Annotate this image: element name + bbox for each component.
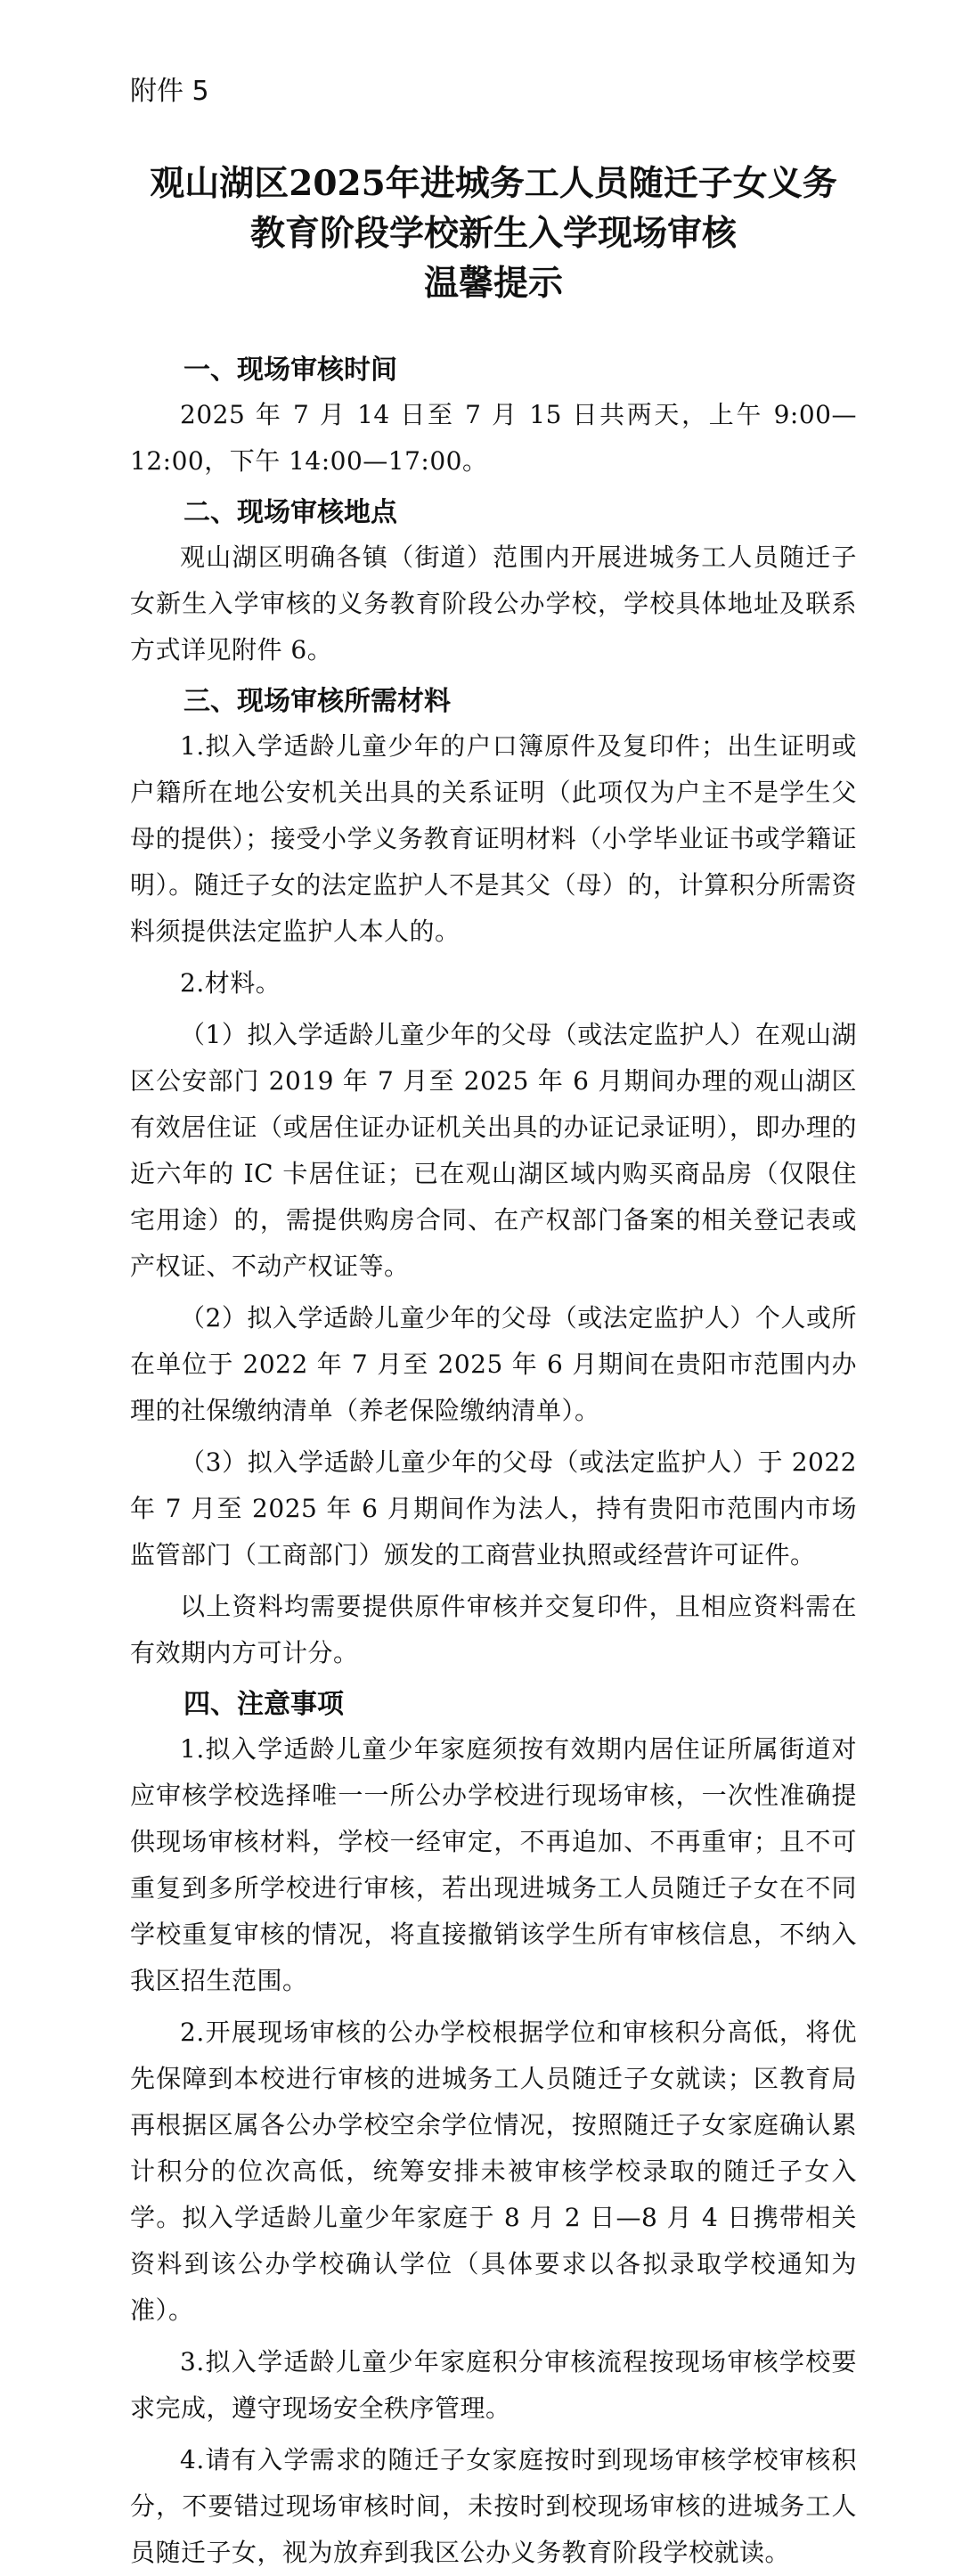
section-paragraph: （3）拟入学适龄儿童少年的父母（或法定监护人）于 2022 年 7 月至 2025 年 6 月期间作为法人，持有贵阳市范围内市场监管部门（工商部门）颁发的工商营业执照或经营许可证件。 [130, 1447, 857, 1569]
title-line-3: 温馨提示 [423, 263, 563, 304]
section-paragraph: 2.开展现场审核的公办学校根据学位和审核积分高低，将优先保障到本校进行审核的进城务工人员随迁子女就读；区教育局再根据区属各公办学校空余学位情况，按照随迁子女家庭确认累计积分的位次高低，统筹安排未被审核学校录取的随迁子女入学。拟入学适龄儿童少年家庭于 8 月 2 日—8 月 4 日携带相关资料到该公办学校确认学位（具体要求以各拟录取学校通知为准）。 [130, 2018, 857, 2325]
section-paragraph: 1.拟入学适龄儿童少年家庭须按有效期内居住证所属街道对应审核学校选择唯一一所公办学校进行现场审核，一次性准确提供现场审核材料，学校一经审定，不再追加、不再重审；且不可重复到多所学校进行审核，若出现进城务工人员随迁子女在不同学校重复审核的情况，将直接撤销该学生所有审核信息，不纳入我区招生范围。 [130, 1734, 857, 1995]
section-heading: 四、注意事项 [183, 1689, 344, 1720]
section-paragraph: 观山湖区明确各镇（街道）范围内开展进城务工人员随迁子女新生入学审核的义务教育阶段公办学校，学校具体地址及联系方式详见附件 6。 [130, 542, 857, 664]
section-review-location [130, 492, 857, 673]
document-title [130, 159, 857, 308]
section-paragraph: 1.拟入学适龄儿童少年的户口簿原件及复印件；出生证明或户籍所在地公安机关出具的关系证明（此项仅为户主不是学生父母的提供）；接受小学义务教育证明材料（小学毕业证书或学籍证明）。随迁子女的法定监护人不是其父（母）的，计算积分所需资料须提供法定监护人本人的。 [130, 731, 857, 946]
section-paragraph: 2025 年 7 月 14 日至 7 月 15 日共两天，上午 9:00—12:00，下午 14:00—17:00。 [130, 400, 857, 476]
section-heading: 三、现场审核所需材料 [183, 686, 451, 717]
section-paragraph: 以上资料均需要提供原件审核并交复印件，且相应资料需在有效期内方可计分。 [130, 1592, 857, 1667]
section-heading: 一、现场审核时间 [183, 355, 397, 386]
section-paragraph: 3.拟入学适龄儿童少年家庭积分审核流程按现场审核学校要求完成，遵守现场安全秩序管理。 [130, 2347, 857, 2423]
title-line-2: 教育阶段学校新生入学现场审核 [249, 213, 737, 254]
section-paragraph: （1）拟入学适龄儿童少年的父母（或法定监护人）在观山湖区公安部门 2019 年 7 月至 2025 年 6 月期间办理的观山湖区有效居住证（或居住证办证机关出具的办证记录证明），即办理的近六年的 IC 卡居住证；已在观山湖区域内购买商品房（仅限住宅用途）的，需提供购房合同、在产权部门备案的相关登记表或产权证、不动产权证等。 [130, 1020, 857, 1281]
section-review-time [130, 349, 857, 485]
section-required-materials [130, 681, 857, 1676]
section-paragraph: （2）拟入学适龄儿童少年的父母（或法定监护人）个人或所在单位于 2022 年 7 月至 2025 年 6 月期间在贵阳市范围内办理的社保缴纳清单（养老保险缴纳清单）。 [130, 1303, 857, 1425]
title-line-1: 观山湖区2025年进城务工人员随迁子女义务 [150, 163, 837, 204]
section-notes [130, 1683, 857, 2576]
section-paragraph: 2.材料。 [180, 968, 281, 998]
attachment-label: 附件 5 [130, 76, 209, 107]
section-paragraph: 4.请有入学需求的随迁子女家庭按时到现场审核学校审核积分，不要错过现场审核时间，未按时到校现场审核的进城务工人员随迁子女，视为放弃到我区公办义务教育阶段学校就读。 [130, 2445, 857, 2567]
section-heading: 二、现场审核地点 [183, 497, 397, 528]
